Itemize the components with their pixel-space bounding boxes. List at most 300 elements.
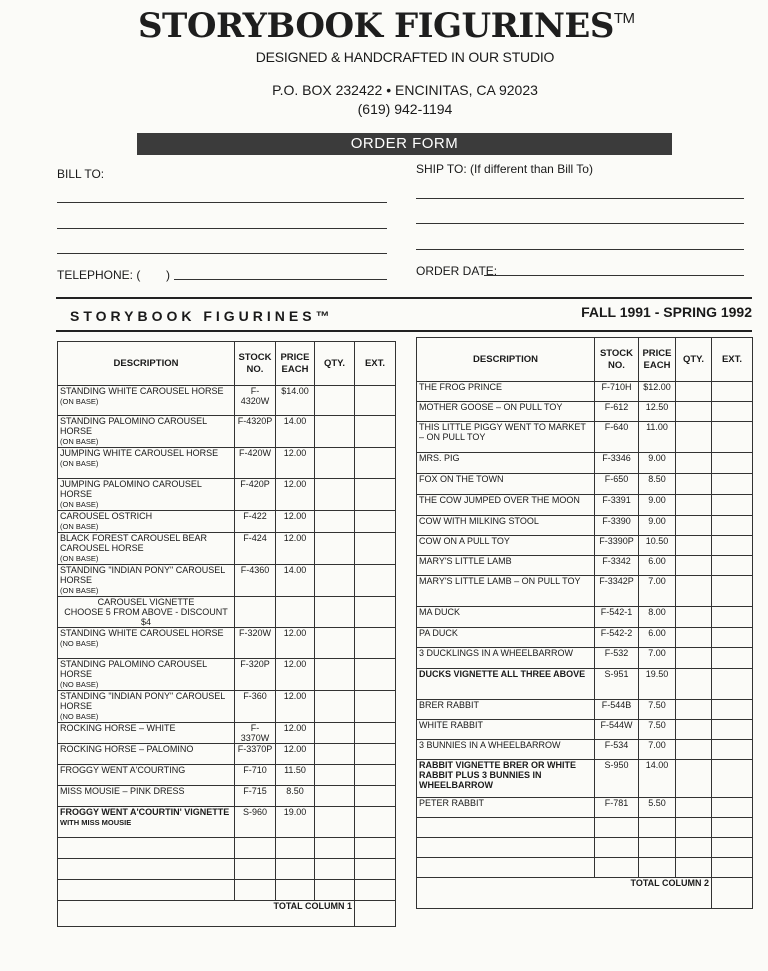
blank-row — [417, 858, 753, 878]
item-name: RABBIT VIGNETTE BRER OR WHITE RABBIT PLUS 3 BUNNIES IN WHEELBARROW — [419, 760, 576, 790]
qty-cell[interactable] — [676, 760, 712, 798]
item-name: COW WITH MILKING STOOL — [419, 516, 539, 526]
band-bottom-rule — [56, 330, 752, 332]
item-stock-no: F-3342P — [595, 576, 639, 607]
total-row — [417, 878, 753, 909]
item-name: BRER RABBIT — [419, 700, 480, 710]
item-price: 14.00 — [276, 416, 315, 448]
order-form-banner: ORDER FORM — [137, 133, 672, 155]
item-note: (ON BASE) — [60, 397, 99, 406]
ext-cell[interactable] — [355, 533, 396, 565]
item-stock-no: F-710H — [595, 382, 639, 402]
item-description — [417, 607, 595, 628]
item-name: MARY'S LITTLE LAMB — [419, 556, 512, 566]
qty-cell[interactable] — [676, 700, 712, 720]
postal-address: P.O. BOX 232422 • ENCINITAS, CA 92023 — [272, 82, 538, 98]
item-price: 7.50 — [639, 720, 676, 740]
ext-cell[interactable] — [355, 416, 396, 448]
item-description — [417, 648, 595, 669]
table-row — [58, 448, 396, 479]
item-description — [58, 448, 235, 479]
studio-tagline: DESIGNED & HANDCRAFTED IN OUR STUDIO — [255, 49, 555, 65]
table-row — [58, 533, 396, 565]
item-stock-no: F-715 — [235, 786, 276, 807]
item-stock-no: F-3370W — [235, 723, 276, 744]
item-name: JUMPING PALOMINO CAROUSEL HORSE — [60, 479, 202, 499]
table-row — [417, 740, 753, 760]
blank-cell — [58, 838, 235, 859]
item-price: 12.50 — [639, 402, 676, 422]
table-row — [417, 628, 753, 648]
col-header-price: PRICE EACH — [276, 342, 315, 386]
qty-cell[interactable] — [676, 798, 712, 818]
item-price: 11.00 — [639, 422, 676, 453]
ext-cell[interactable] — [712, 556, 753, 576]
ext-cell[interactable] — [712, 474, 753, 495]
ext-cell[interactable] — [712, 700, 753, 720]
table-row — [58, 723, 396, 744]
item-price: 6.00 — [639, 556, 676, 576]
blank-cell — [639, 858, 676, 878]
blank-cell — [235, 880, 276, 901]
blank-row — [58, 838, 396, 859]
item-price: 10.50 — [639, 536, 676, 556]
item-description — [417, 422, 595, 453]
item-stock-no: F-532 — [595, 648, 639, 669]
item-name: FOX ON THE TOWN — [419, 474, 504, 484]
ext-cell[interactable] — [355, 786, 396, 807]
item-price: 14.00 — [639, 760, 676, 798]
item-stock-no: F-320W — [235, 628, 276, 659]
blank-cell — [276, 838, 315, 859]
table-row — [417, 422, 753, 453]
item-stock-no: F-3346 — [595, 453, 639, 474]
blank-cell[interactable] — [315, 838, 355, 859]
table-row — [417, 607, 753, 628]
ext-cell[interactable] — [712, 422, 753, 453]
item-price: 7.00 — [639, 648, 676, 669]
blank-cell[interactable] — [355, 880, 396, 901]
item-price: 8.50 — [639, 474, 676, 495]
item-name: DUCKS VIGNETTE ALL THREE ABOVE — [419, 669, 586, 679]
ext-cell[interactable] — [712, 576, 753, 607]
table-row — [417, 536, 753, 556]
col-header-stock: STOCK NO. — [235, 342, 276, 386]
bill-to-line-3[interactable] — [57, 253, 387, 254]
order-table-column-1 — [57, 341, 396, 927]
item-name: FROGGY WENT A'COURTIN' VIGNETTE — [60, 807, 230, 817]
table-row — [58, 416, 396, 448]
item-name: FROGGY WENT A'COURTING — [60, 765, 186, 775]
ext-cell[interactable] — [712, 798, 753, 818]
qty-cell[interactable] — [676, 628, 712, 648]
blank-row — [58, 880, 396, 901]
qty-cell[interactable] — [315, 744, 355, 765]
item-name: MA DUCK — [419, 607, 461, 617]
table-row — [58, 659, 396, 691]
table-row — [417, 495, 753, 516]
qty-cell[interactable] — [676, 402, 712, 422]
item-name: STANDING PALOMINO CAROUSEL HORSE — [60, 416, 207, 436]
item-name: THIS LITTLE PIGGY WENT TO MARKET – ON PULL TOY — [419, 422, 586, 442]
item-price: 12.00 — [276, 511, 315, 533]
item-name: THE FROG PRINCE — [419, 382, 503, 392]
table-row — [58, 479, 396, 511]
blank-row — [58, 859, 396, 880]
ext-cell[interactable] — [355, 723, 396, 744]
item-description — [417, 536, 595, 556]
item-price: 8.00 — [639, 607, 676, 628]
item-stock-no: F-544W — [595, 720, 639, 740]
item-description — [58, 723, 235, 744]
item-stock-no: F-422 — [235, 511, 276, 533]
item-stock-no: F-3390P — [595, 536, 639, 556]
ext-cell[interactable] — [712, 740, 753, 760]
qty-cell[interactable] — [676, 740, 712, 760]
ext-cell[interactable] — [712, 382, 753, 402]
blank-cell — [58, 880, 235, 901]
item-price: 12.00 — [276, 659, 315, 691]
item-price: 12.00 — [276, 448, 315, 479]
qty-cell[interactable] — [315, 479, 355, 511]
item-name: STANDING WHITE CAROUSEL HORSE — [60, 628, 224, 638]
qty-cell[interactable] — [676, 474, 712, 495]
item-name: STANDING PALOMINO CAROUSEL HORSE — [60, 659, 207, 679]
item-price: 12.00 — [276, 691, 315, 723]
telephone-label: TELEPHONE: ( — [57, 268, 141, 282]
blank-cell[interactable] — [315, 859, 355, 880]
item-stock-no: F-612 — [595, 402, 639, 422]
item-stock-no: F-4320W — [235, 386, 276, 416]
item-description — [58, 479, 235, 511]
item-stock-no: F-424 — [235, 533, 276, 565]
col-header-description: DESCRIPTION — [417, 338, 595, 382]
qty-cell[interactable] — [676, 556, 712, 576]
item-stock-no: S-950 — [595, 760, 639, 798]
qty-cell[interactable] — [676, 648, 712, 669]
table-row — [58, 744, 396, 765]
item-stock-no: F-650 — [595, 474, 639, 495]
telephone-line[interactable] — [174, 279, 387, 280]
table-row — [417, 453, 753, 474]
blank-cell — [235, 838, 276, 859]
item-price: 12.00 — [276, 723, 315, 744]
item-stock-no: F-3342 — [595, 556, 639, 576]
table-row — [417, 720, 753, 740]
ext-cell[interactable] — [355, 628, 396, 659]
item-price: 11.50 — [276, 765, 315, 786]
bill-to-label: BILL TO: — [57, 167, 105, 181]
blank-cell[interactable] — [676, 838, 712, 858]
qty-cell[interactable] — [315, 659, 355, 691]
item-price: 12.00 — [276, 479, 315, 511]
blank-cell — [276, 859, 315, 880]
qty-cell[interactable] — [315, 386, 355, 416]
bill-to-line-2[interactable] — [57, 228, 387, 229]
qty-cell[interactable] — [676, 495, 712, 516]
table-row — [58, 786, 396, 807]
item-description — [58, 807, 235, 838]
item-stock-no: F-4320P — [235, 416, 276, 448]
col-header-qty: QTY. — [676, 338, 712, 382]
item-description — [417, 516, 595, 536]
table-row — [417, 648, 753, 669]
blank-cell — [639, 818, 676, 838]
total-label: TOTAL COLUMN 1 — [58, 901, 355, 927]
item-note: (ON BASE) — [60, 554, 99, 563]
item-stock-no: F-544B — [595, 700, 639, 720]
col-header-qty: QTY. — [315, 342, 355, 386]
ext-cell[interactable] — [712, 628, 753, 648]
blank-cell — [595, 818, 639, 838]
table-row — [58, 565, 396, 597]
blank-cell[interactable] — [315, 880, 355, 901]
item-price: 9.00 — [639, 495, 676, 516]
blank-cell — [235, 859, 276, 880]
blank-cell — [276, 880, 315, 901]
ext-cell[interactable] — [355, 479, 396, 511]
item-name: CAROUSEL OSTRICH — [60, 511, 153, 521]
ext-cell[interactable] — [712, 536, 753, 556]
blank-cell[interactable] — [712, 818, 753, 838]
blank-cell — [417, 858, 595, 878]
item-stock-no: F-420P — [235, 479, 276, 511]
ext-cell[interactable] — [712, 453, 753, 474]
qty-cell[interactable] — [315, 723, 355, 744]
ext-cell[interactable] — [712, 495, 753, 516]
qty-cell[interactable] — [315, 807, 355, 838]
ext-cell[interactable] — [712, 669, 753, 700]
item-description — [417, 474, 595, 495]
table-row — [58, 511, 396, 533]
item-description — [58, 659, 235, 691]
col-header-stock: STOCK NO. — [595, 338, 639, 382]
item-note: (ON BASE) — [60, 500, 99, 509]
catalog-title: STORYBOOK FIGURINES™ — [70, 308, 334, 324]
table-row — [58, 691, 396, 723]
item-stock-no: F-710 — [235, 765, 276, 786]
total-ext-cell[interactable] — [712, 878, 753, 909]
brand-name: STORYBOOK FIGURINES — [138, 6, 614, 46]
blank-stock-cell — [235, 597, 276, 628]
item-note: (NO BASE) — [60, 680, 99, 689]
qty-cell[interactable] — [676, 516, 712, 536]
item-stock-no: F-3370P — [235, 744, 276, 765]
qty-cell[interactable] — [676, 453, 712, 474]
item-note: (ON BASE) — [60, 586, 99, 595]
ship-to-line-2[interactable] — [416, 223, 744, 224]
table-row — [417, 798, 753, 818]
ext-cell[interactable] — [712, 760, 753, 798]
blank-price-cell — [276, 597, 315, 628]
item-description — [417, 382, 595, 402]
qty-cell[interactable] — [315, 416, 355, 448]
item-description — [417, 402, 595, 422]
blank-cell[interactable] — [712, 858, 753, 878]
item-stock-no: S-951 — [595, 669, 639, 700]
ext-cell[interactable] — [355, 511, 396, 533]
item-stock-no: F-781 — [595, 798, 639, 818]
telephone-close-paren: ) — [166, 268, 170, 282]
blank-row — [417, 838, 753, 858]
item-price: $12.00 — [639, 382, 676, 402]
item-description — [58, 744, 235, 765]
item-stock-no: F-3390 — [595, 516, 639, 536]
band-top-rule — [56, 297, 752, 299]
qty-cell[interactable] — [676, 536, 712, 556]
qty-cell[interactable] — [315, 533, 355, 565]
item-name: MARY'S LITTLE LAMB – ON PULL TOY — [419, 576, 581, 586]
ship-to-line-1[interactable] — [416, 198, 744, 199]
bill-to-line-1[interactable] — [57, 202, 387, 203]
vignette-discount: CHOOSE 5 FROM ABOVE - DISCOUNT $4 — [64, 607, 228, 627]
item-description — [417, 556, 595, 576]
table-row — [417, 382, 753, 402]
item-name: 3 DUCKLINGS IN A WHEELBARROW — [419, 648, 574, 658]
item-stock-no: F-542-1 — [595, 607, 639, 628]
total-row — [58, 901, 396, 927]
item-name: ROCKING HORSE – WHITE — [60, 723, 176, 733]
item-name: THE COW JUMPED OVER THE MOON — [419, 495, 580, 505]
order-date-label: ORDER DATE: — [416, 264, 498, 278]
ext-cell[interactable] — [355, 744, 396, 765]
qty-cell[interactable] — [676, 382, 712, 402]
ext-cell[interactable] — [712, 402, 753, 422]
item-description — [417, 760, 595, 798]
item-stock-no: F-3391 — [595, 495, 639, 516]
item-price: 9.00 — [639, 453, 676, 474]
item-name: STANDING "INDIAN PONY" CAROUSEL HORSE — [60, 565, 225, 585]
ext-cell[interactable] — [355, 448, 396, 479]
ext-cell[interactable] — [712, 607, 753, 628]
item-description — [417, 669, 595, 700]
item-name: 3 BUNNIES IN A WHEELBARROW — [419, 740, 561, 750]
ship-to-label: SHIP TO: (If different than Bill To) — [416, 162, 593, 176]
item-price: 19.00 — [276, 807, 315, 838]
blank-cell[interactable] — [355, 859, 396, 880]
ext-cell[interactable] — [712, 648, 753, 669]
blank-cell[interactable] — [712, 838, 753, 858]
item-name: MRS. PIG — [419, 453, 460, 463]
ship-to-line-3[interactable] — [416, 249, 744, 250]
col-header-ext: EXT. — [355, 342, 396, 386]
item-name: STANDING "INDIAN PONY" CAROUSEL HORSE — [60, 691, 225, 711]
item-description — [58, 416, 235, 448]
item-name: WHITE RABBIT — [419, 720, 484, 730]
vignette-title: CAROUSEL VIGNETTE — [97, 597, 195, 607]
qty-cell[interactable] — [676, 720, 712, 740]
ext-cell[interactable] — [712, 720, 753, 740]
order-date-line[interactable] — [484, 275, 744, 276]
qty-cell[interactable] — [315, 565, 355, 597]
table-row — [417, 402, 753, 422]
table-row — [417, 556, 753, 576]
qty-cell[interactable] — [676, 576, 712, 607]
blank-cell — [639, 838, 676, 858]
qty-cell[interactable] — [315, 691, 355, 723]
table-row — [417, 700, 753, 720]
item-price: 5.50 — [639, 798, 676, 818]
qty-cell[interactable] — [676, 422, 712, 453]
blank-cell — [595, 858, 639, 878]
ext-cell[interactable] — [355, 807, 396, 838]
item-note: (ON BASE) — [60, 459, 99, 468]
brand-logo — [138, 6, 678, 46]
blank-cell[interactable] — [355, 838, 396, 859]
item-name: PETER RABBIT — [419, 798, 485, 808]
item-name: STANDING WHITE CAROUSEL HORSE — [60, 386, 224, 396]
table-row — [58, 628, 396, 659]
blank-cell — [58, 859, 235, 880]
blank-row — [417, 818, 753, 838]
item-price: 8.50 — [276, 786, 315, 807]
item-description — [58, 628, 235, 659]
ext-cell[interactable] — [355, 565, 396, 597]
ext-cell[interactable] — [355, 659, 396, 691]
table-row — [58, 386, 396, 416]
table-row — [417, 576, 753, 607]
table-row — [58, 765, 396, 786]
qty-cell[interactable] — [315, 511, 355, 533]
total-ext-cell[interactable] — [355, 901, 396, 927]
qty-cell[interactable] — [315, 597, 355, 628]
table-row — [417, 669, 753, 700]
blank-cell[interactable] — [676, 858, 712, 878]
qty-cell[interactable] — [315, 786, 355, 807]
item-name: JUMPING WHITE CAROUSEL HORSE — [60, 448, 219, 458]
blank-cell — [595, 838, 639, 858]
qty-cell[interactable] — [315, 448, 355, 479]
ext-cell[interactable] — [355, 597, 396, 628]
item-description — [58, 765, 235, 786]
table-row — [417, 760, 753, 798]
item-description — [58, 786, 235, 807]
item-description — [417, 700, 595, 720]
col-header-price: PRICE EACH — [639, 338, 676, 382]
item-name: PA DUCK — [419, 628, 458, 638]
item-name: COW ON A PULL TOY — [419, 536, 510, 546]
item-price: 12.00 — [276, 744, 315, 765]
item-stock-no: F-360 — [235, 691, 276, 723]
item-name: MISS MOUSIE – PINK DRESS — [60, 786, 185, 796]
item-stock-no: S-960 — [235, 807, 276, 838]
ext-cell[interactable] — [712, 516, 753, 536]
qty-cell[interactable] — [676, 607, 712, 628]
ext-cell[interactable] — [355, 386, 396, 416]
item-price: 9.00 — [639, 516, 676, 536]
blank-cell — [417, 818, 595, 838]
qty-cell[interactable] — [676, 669, 712, 700]
vignette-row — [58, 597, 396, 628]
total-label: TOTAL COLUMN 2 — [417, 878, 712, 909]
ext-cell[interactable] — [355, 765, 396, 786]
qty-cell[interactable] — [315, 628, 355, 659]
table-row — [417, 516, 753, 536]
qty-cell[interactable] — [315, 765, 355, 786]
ext-cell[interactable] — [355, 691, 396, 723]
item-price: 12.00 — [276, 533, 315, 565]
item-name: ROCKING HORSE – PALOMINO — [60, 744, 194, 754]
item-description — [417, 740, 595, 760]
trademark: TM — [613, 10, 635, 27]
blank-cell[interactable] — [676, 818, 712, 838]
vignette-description — [58, 597, 235, 628]
item-note: (ON BASE) — [60, 437, 99, 446]
item-description — [58, 386, 235, 416]
item-stock-no: F-534 — [595, 740, 639, 760]
table-row — [58, 807, 396, 838]
item-note: WITH MISS MOUSIE — [60, 818, 132, 827]
